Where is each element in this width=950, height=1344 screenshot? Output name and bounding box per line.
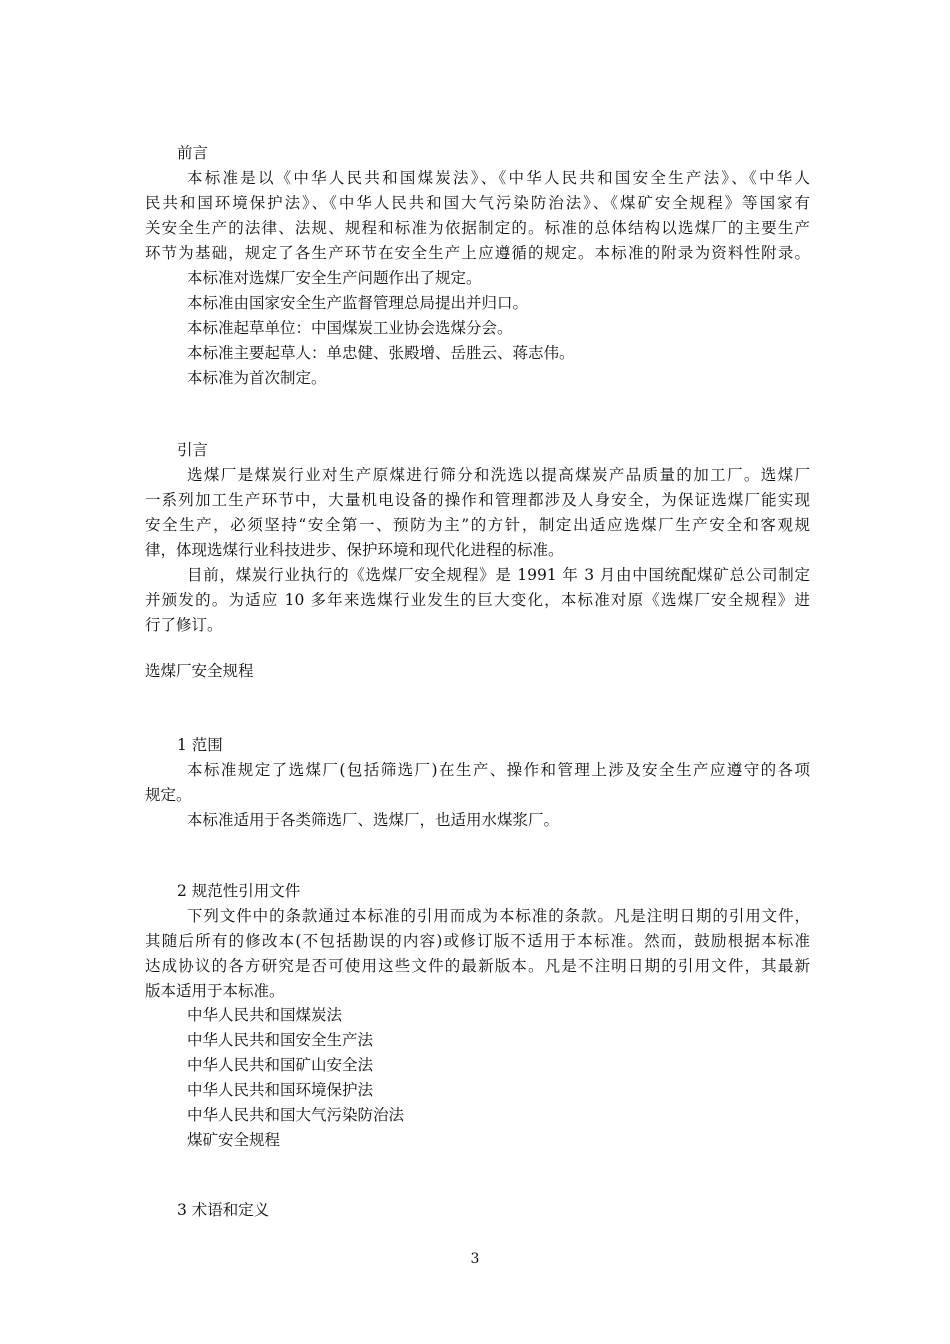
section1-heading: 1 范围 — [177, 736, 223, 754]
section2-heading: 2 规范性引用文件 — [177, 882, 301, 900]
preface-p3: 本标准由国家安全生产监督管理总局提出并归口。 — [187, 294, 529, 312]
intro-p1-line3: 安全生产，必须坚持“安全第一、预防为主”的方针，制定出适应选煤厂生产安全和客观规 — [145, 516, 810, 534]
intro-p1-line1: 选煤厂是煤炭行业对生产原煤进行筛分和洗选以提高煤炭产品质量的加工厂。选煤厂 — [187, 466, 810, 484]
section1-p1-line2: 规定。 — [145, 786, 192, 804]
page-number: 3 — [470, 1251, 480, 1267]
intro-p1-line4: 律，体现选煤行业科技进步、保护环境和现代化进程的标准。 — [145, 541, 564, 559]
section1-p2: 本标准适用于各类筛选厂、选煤厂，也适用水煤浆厂。 — [187, 811, 560, 829]
intro-heading: 引言 — [177, 441, 209, 459]
preface-p1-line2: 民共和国环境保护法》、《中华人民共和国大气污染防治法》、《煤矿安全规程》等国家有 — [145, 194, 810, 212]
section2-p1-line4: 版本适用于本标准。 — [145, 982, 285, 1000]
document-title: 选煤厂安全规程 — [145, 662, 254, 680]
intro-p2-line2: 并颁发的。为适应 10 多年来选煤行业发生的巨大变化，本标准对原《选煤厂安全规程》进 — [145, 591, 810, 609]
preface-p1-line4: 环节为基础，规定了各生产环节在安全生产上应遵循的规定。本标准的附录为资料性附录。 — [145, 244, 810, 262]
preface-p2: 本标准对选煤厂安全生产问题作出了规定。 — [187, 269, 482, 287]
intro-p2-line3: 行了修订。 — [145, 616, 223, 634]
section3-heading: 3 术语和定义 — [177, 1201, 270, 1219]
section2-p1-line3: 达成协议的各方研究是否可使用这些文件的最新版本。凡是不注明日期的引用文件，其最新 — [145, 957, 810, 975]
section1-p1-line1: 本标准规定了选煤厂(包括筛选厂)在生产、操作和管理上涉及安全生产应遵守的各项 — [187, 761, 810, 779]
reference-item: 中华人民共和国煤炭法 — [187, 1006, 343, 1024]
reference-item: 中华人民共和国环境保护法 — [187, 1081, 374, 1099]
preface-p1-line1: 本标准是以《中华人民共和国煤炭法》、《中华人民共和国安全生产法》、《中华人 — [187, 169, 810, 187]
section2-p1-line1: 下列文件中的条款通过本标准的引用而成为本标准的条款。凡是注明日期的引用文件， — [187, 907, 810, 925]
preface-p1-line3: 关安全生产的法律、法规、规程和标准为依据制定的。标准的总体结构以选煤厂的主要生产 — [145, 219, 810, 237]
reference-item: 中华人民共和国安全生产法 — [187, 1031, 374, 1049]
intro-p2-line1: 目前，煤炭行业执行的《选煤厂安全规程》是 1991 年 3 月由中国统配煤矿总公司制定 — [187, 566, 810, 584]
preface-heading: 前言 — [177, 144, 209, 162]
reference-item: 中华人民共和国矿山安全法 — [187, 1056, 374, 1074]
reference-item: 中华人民共和国大气污染防治法 — [187, 1106, 405, 1124]
section2-p1-line2: 其随后所有的修改本(不包括勘误的内容)或修订版不适用于本标准。然而，鼓励根据本标准 — [145, 932, 810, 950]
preface-p6: 本标准为首次制定。 — [187, 369, 327, 387]
preface-p4: 本标准起草单位：中国煤炭工业协会选煤分会。 — [187, 319, 513, 337]
preface-p5: 本标准主要起草人：单忠健、张殿增、岳胜云、蒋志伟。 — [187, 344, 575, 362]
intro-p1-line2: 一系列加工生产环节中，大量机电设备的操作和管理都涉及人身安全，为保证选煤厂能实现 — [145, 491, 810, 509]
reference-item: 煤矿安全规程 — [187, 1131, 281, 1149]
